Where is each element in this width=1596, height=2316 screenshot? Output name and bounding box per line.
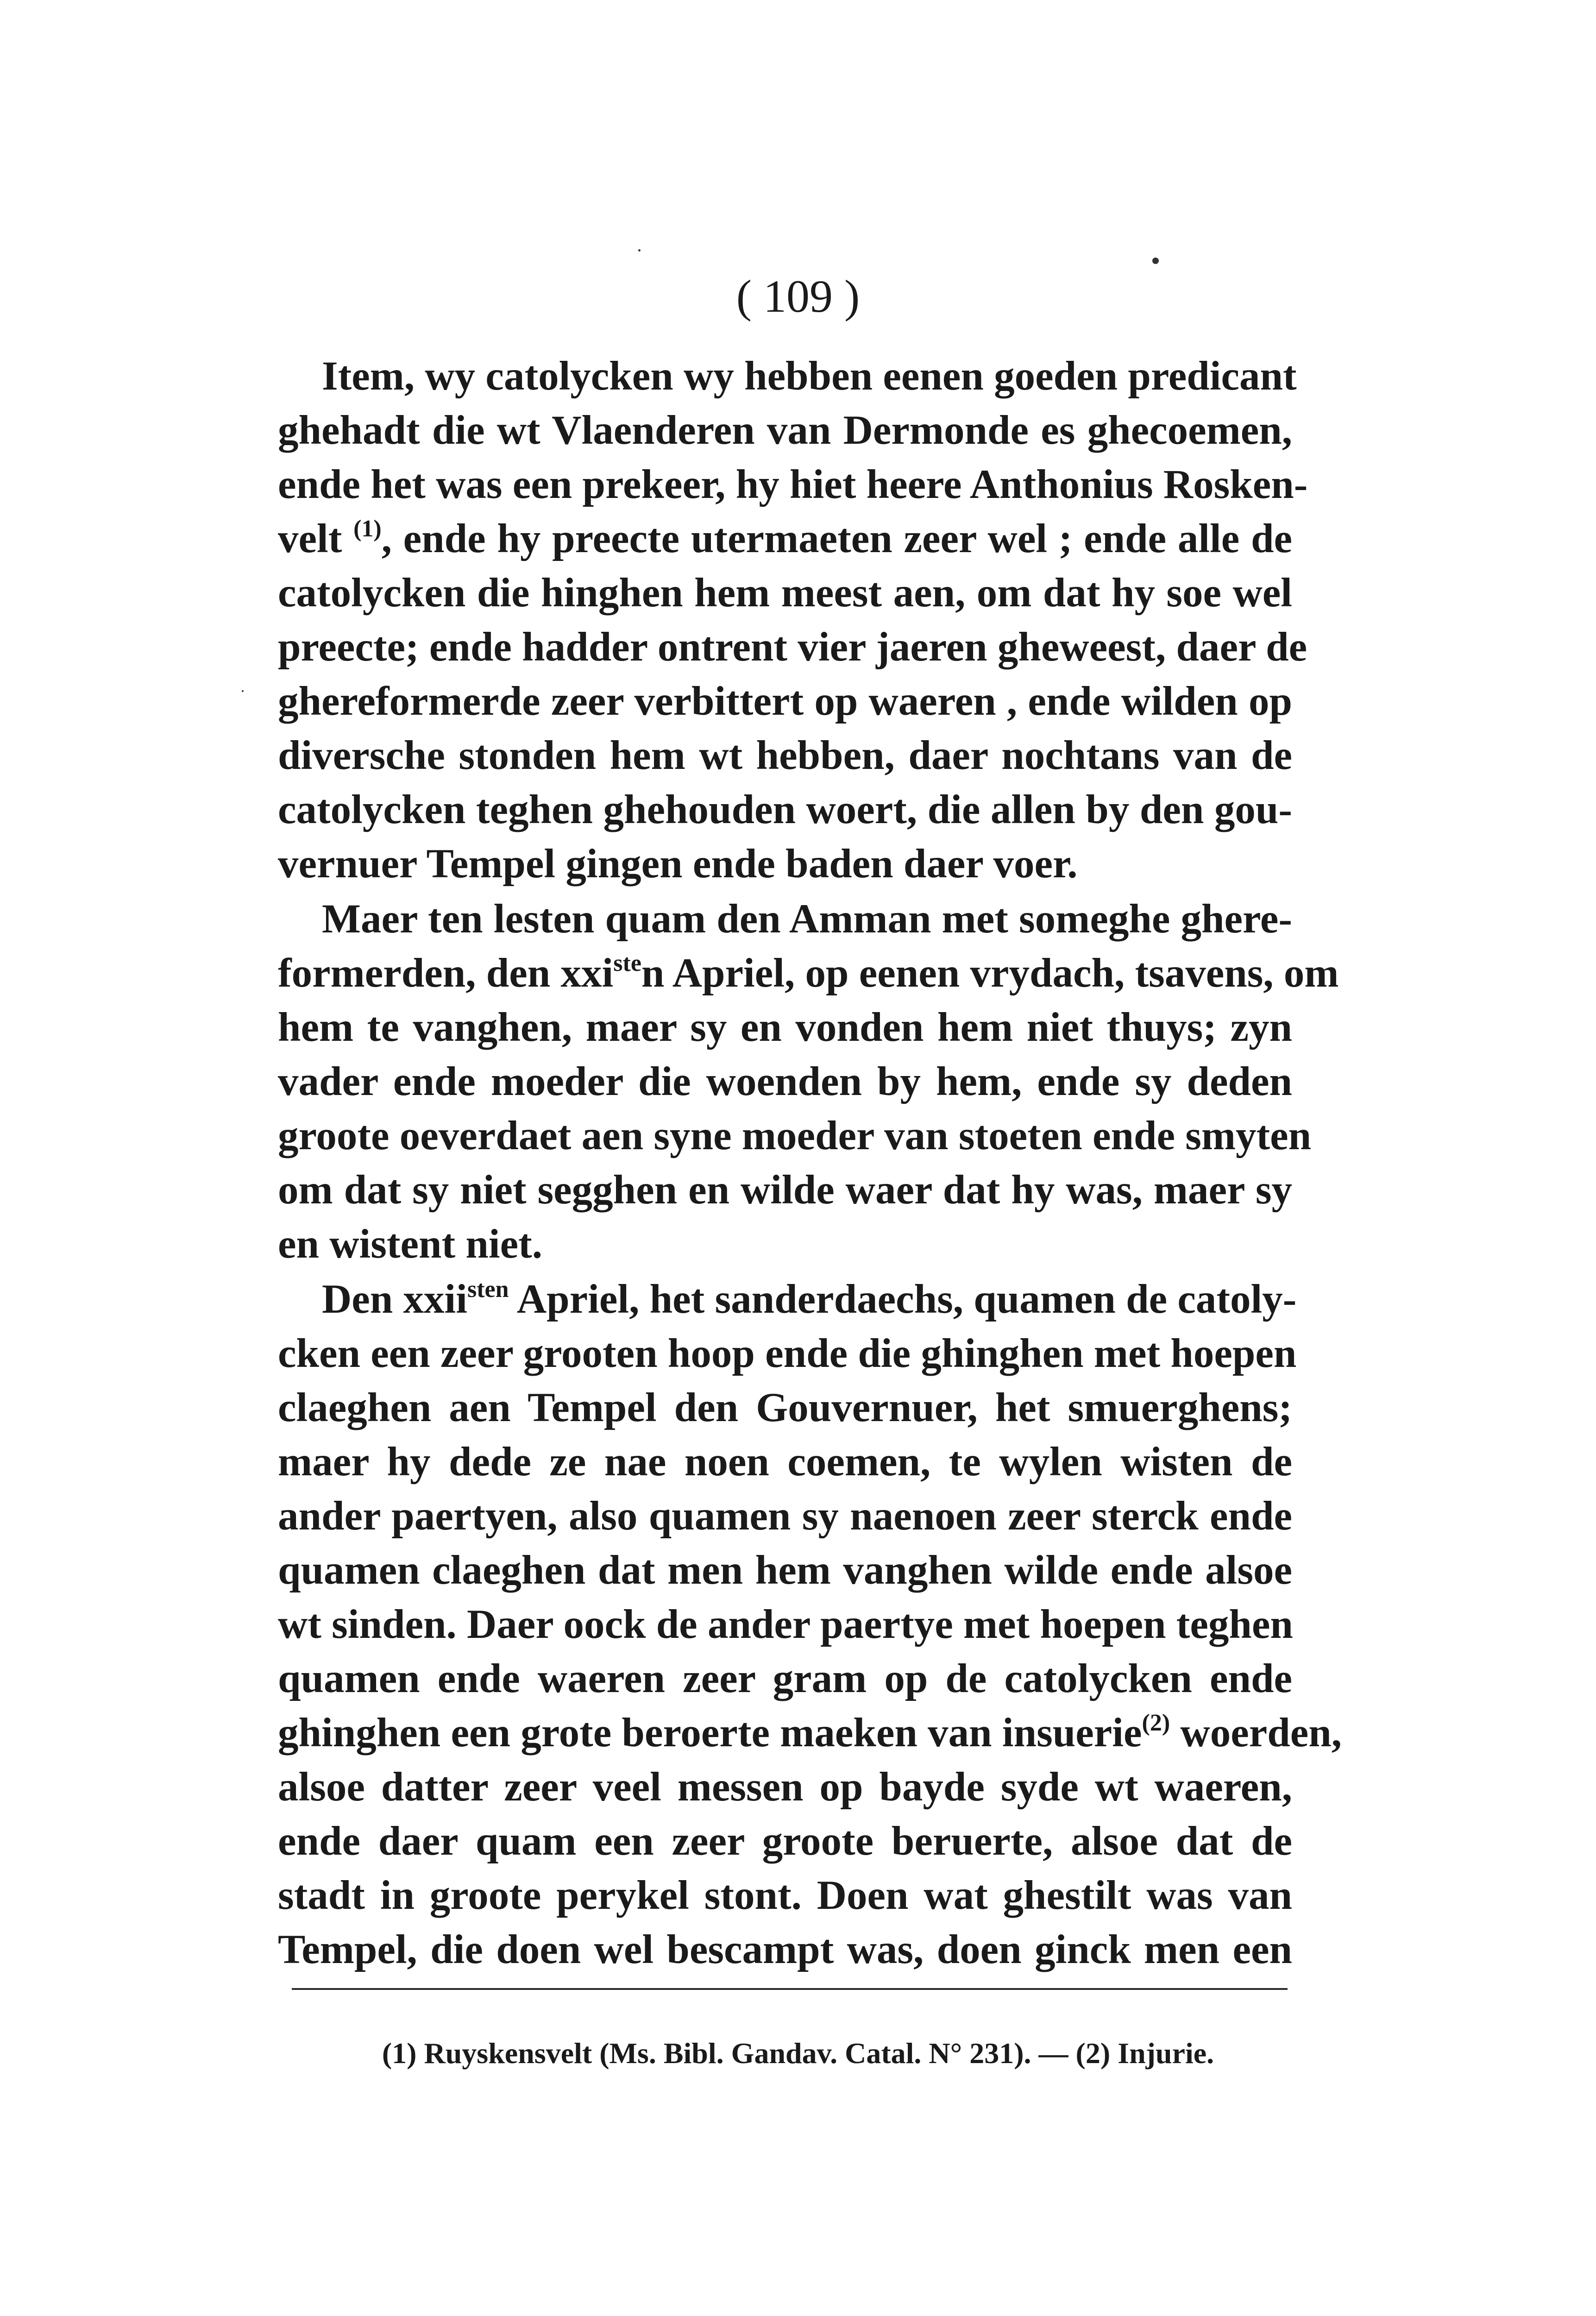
text-line: Tempel, die doen wel bescampt was, doen ginck men een	[278, 1927, 1292, 1972]
text-line	[278, 1706, 1342, 1760]
paragraph-3	[278, 1272, 1342, 1977]
footnotes: (1) Ruyskensvelt (Ms. Bibl. Gandav. Catal. N° 231). — (2) Injurie.	[382, 2037, 1214, 2070]
text-line: quamen claeghen dat men hem vanghen wilde ende alsoe	[278, 1548, 1292, 1593]
text-line: ander paertyen, also quamen sy naenoen zeer sterck ende	[278, 1493, 1292, 1539]
text-line	[278, 512, 1292, 566]
text-segment: velt	[278, 516, 354, 561]
text-line: vader ende moeder die woenden by hem, ende sy deden	[278, 1059, 1292, 1104]
text-line: ende het was een prekeer, hy hiet heere Anthonius Rosken-	[278, 462, 1308, 507]
text-line	[278, 1272, 1297, 1327]
text-line: ghereformerde zeer verbittert op waeren , ende wilden op	[278, 679, 1292, 724]
text-line: en wistent niet.	[278, 1221, 543, 1267]
ordinal-suffix: sten	[467, 1276, 509, 1303]
text-line: catolycken die hinghen hem meest aen, om dat hy soe wel	[278, 570, 1292, 616]
text-line: cken een zeer grooten hoop ende die ghinghen met hoepen	[278, 1331, 1297, 1376]
paper-speck	[1152, 258, 1159, 264]
text-line: wt sinden. Daer oock de ander paertye met hoepen teghen	[278, 1602, 1293, 1647]
text-line: Item, wy catolycken wy hebben eenen goeden predicant	[322, 353, 1297, 399]
text-segment: woerden,	[1170, 1710, 1342, 1756]
text-line: quamen ende waeren zeer gram op de catolycken ende	[278, 1656, 1292, 1701]
page-number: ( 109 )	[736, 271, 860, 322]
text-line: om dat sy niet segghen en wilde waer dat hy was, maer sy	[278, 1167, 1292, 1213]
text-line: diversche stonden hem wt hebben, daer nochtans van de	[278, 733, 1292, 778]
text-segment: n Apriel, op eenen vrydach, tsavens, om	[641, 950, 1339, 996]
text-line: catolycken teghen ghehouden woert, die allen by den gou-	[278, 787, 1292, 832]
text-line: maer hy dede ze nae noen coemen, te wylen wisten de	[278, 1439, 1292, 1485]
text-segment: Den xxii	[322, 1277, 467, 1322]
paper-speck	[638, 249, 641, 252]
text-line	[278, 946, 1339, 1001]
text-line: groote oeverdaet aen syne moeder van stoeten ende smyten	[278, 1113, 1312, 1158]
text-segment: formerden, den xxi	[278, 950, 614, 996]
footnote-ref-1: (1)	[353, 516, 382, 542]
paper-speck	[242, 690, 244, 692]
paragraph-1	[278, 349, 1308, 891]
text-line: alsoe datter zeer veel messen op bayde syde wt waeren,	[278, 1764, 1292, 1810]
text-line: vernuer Tempel gingen ende baden daer voer.	[278, 841, 1078, 887]
text-line: claeghen aen Tempel den Gouvernuer, het smuerghens;	[278, 1385, 1292, 1430]
text-line: preecte; ende hadder ontrent vier jaeren gheweest, daer de	[278, 624, 1307, 670]
text-segment: Apriel, het sanderdaechs, quamen de catoly-	[509, 1277, 1297, 1322]
text-segment: ghinghen een grote beroerte maeken van insuerie	[278, 1710, 1142, 1756]
text-line: hem te vanghen, maer sy en vonden hem niet thuys; zyn	[278, 1005, 1292, 1050]
text-segment: , ende hy preecte utermaeten zeer wel ; ende alle de	[381, 516, 1292, 561]
paragraph-2	[278, 892, 1339, 1271]
ordinal-suffix: ste	[613, 950, 641, 976]
footnote-divider	[292, 1988, 1288, 1990]
footnote-ref-2: (2)	[1142, 1710, 1170, 1736]
text-line: ghehadt die wt Vlaenderen van Dermonde es ghecoemen,	[278, 408, 1292, 453]
text-line: Maer ten lesten quam den Amman met someghe ghere-	[322, 896, 1292, 942]
text-line: ende daer quam een zeer groote beruerte, alsoe dat de	[278, 1819, 1292, 1864]
text-line: stadt in groote perykel stont. Doen wat ghestilt was van	[278, 1873, 1292, 1918]
